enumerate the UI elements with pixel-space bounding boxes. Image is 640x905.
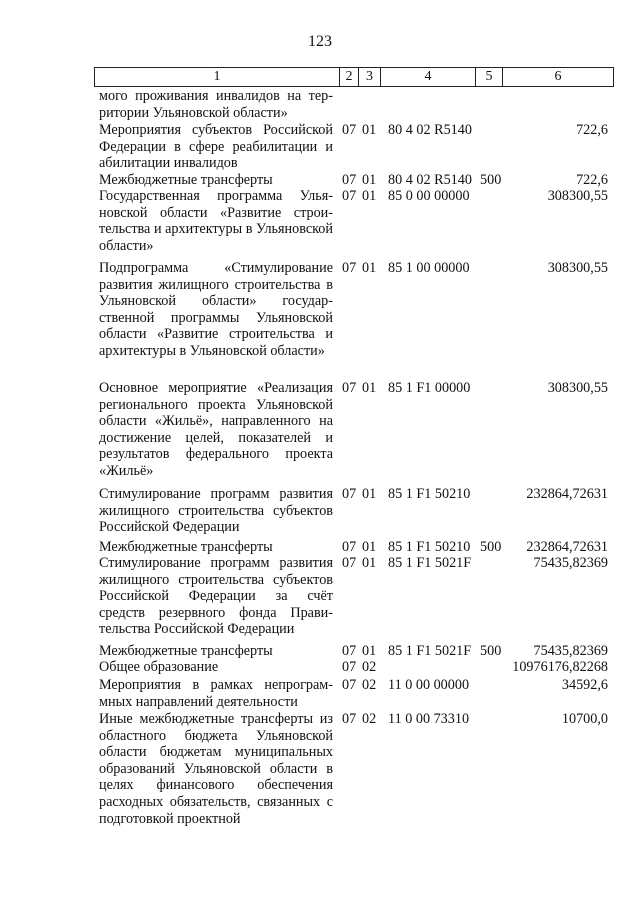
row-section: 07 [342,380,357,396]
row-target-code: 85 1 00 00000 [388,260,470,276]
row-section: 07 [342,172,357,188]
row-name: Подпрограмма «Стимулирование развития жилищного строительства в Ульяновской области» государственной программы Ульяновской области «Развитие строительства и архитектуры в Ульяновской области» [99,260,333,359]
row-target-code: 85 0 00 00000 [388,188,470,204]
row-subsection: 02 [362,711,377,727]
row-subsection: 01 [362,380,377,396]
row-section: 07 [342,659,357,675]
row-amount: 308300,55 [547,380,608,396]
row-subsection: 01 [362,188,377,204]
row-name: Иные межбюджетные трансферты из областного бюджета Ульяновской области бюджетам муниципальных образований Ульяновской области в целях финансового обеспечения расходных обязательств, связанных с подготовкой проектной [99,711,333,827]
row-amount: 34592,6 [561,677,608,693]
row-section: 07 [342,677,357,693]
row-name: Общее образование [99,659,219,675]
row-section: 07 [342,486,357,502]
row-target-code: 85 1 F1 00000 [388,380,471,396]
row-subsection: 02 [362,659,377,675]
row-target-code: 85 1 F1 50210 [388,486,471,502]
row-target-code: 11 0 00 00000 [388,677,470,693]
row-name: Мероприятия в рамках непрограммных направлений деятельности [99,677,333,710]
table-header [94,67,614,87]
row-section: 07 [342,643,357,659]
row-name: Межбюджетные трансферты [99,643,273,659]
row-name: Государственная программа Ульяновской области «Развитие строительства и архитектуры в Ульяновской области» [99,188,333,254]
row-subsection: 01 [362,122,377,138]
row-expense-type: 500 [480,643,502,659]
row-amount: 722,6 [576,122,608,138]
row-section: 07 [342,122,357,138]
row-target-code: 80 4 02 R5140 [388,122,472,138]
row-name: Стимулирование программ развития жилищного строительства субъектов Российской Федерации за счёт средств резервного фонда Правительства Российской Федерации [99,555,333,638]
row-expense-type: 500 [480,172,502,188]
row-name: Основное мероприятие «Реализация регионального проекта Ульяновской области «Жильё», направленного на достижение целей, показателей и результатов федерального проекта «Жильё» [99,380,333,479]
header-col-3: 3 [358,68,380,86]
row-target-code: 85 1 F1 50210 [388,539,471,555]
row-section: 07 [342,711,357,727]
row-target-code: 85 1 F1 5021F [388,643,472,659]
row-name: Стимулирование программ развития жилищного строительства субъектов Российской Федерации [99,486,333,536]
row-amount: 722,6 [576,172,608,188]
row-subsection: 01 [362,643,377,659]
header-col-6: 6 [502,68,613,86]
row-subsection: 01 [362,539,377,555]
row-subsection: 01 [362,555,377,571]
row-name: Мероприятия субъектов Российской Федерации в сфере реабилитации и абилитации инвалидов [99,122,333,172]
row-expense-type: 500 [480,539,502,555]
row-section: 07 [342,555,357,571]
row-amount: 232864,72631 [526,539,608,555]
header-col-1: 1 [213,69,221,84]
header-col-2: 2 [339,68,358,86]
row-subsection: 01 [362,486,377,502]
header-col-5: 5 [475,68,502,86]
row-subsection: 01 [362,172,377,188]
page-number: 123 [308,33,332,50]
row-amount: 308300,55 [547,260,608,276]
row-section: 07 [342,188,357,204]
row-amount: 10700,0 [561,711,608,727]
row-name: Межбюджетные трансферты [99,539,273,555]
row-target-code: 11 0 00 73310 [388,711,470,727]
row-subsection: 01 [362,260,377,276]
row-amount: 308300,55 [547,188,608,204]
row-section: 07 [342,260,357,276]
row-target-code: 80 4 02 R5140 [388,172,472,188]
row-target-code: 85 1 F1 5021F [388,555,472,571]
row-name: мого проживания инвалидов на территории Ульяновской области» [99,88,333,121]
row-amount: 75435,82369 [533,643,608,659]
row-subsection: 02 [362,677,377,693]
row-amount: 10976176,82268 [512,659,608,675]
row-section: 07 [342,539,357,555]
row-name: Межбюджетные трансферты [99,172,273,188]
row-amount: 75435,82369 [533,555,608,571]
row-amount: 232864,72631 [526,486,608,502]
header-col-4: 4 [380,68,475,86]
